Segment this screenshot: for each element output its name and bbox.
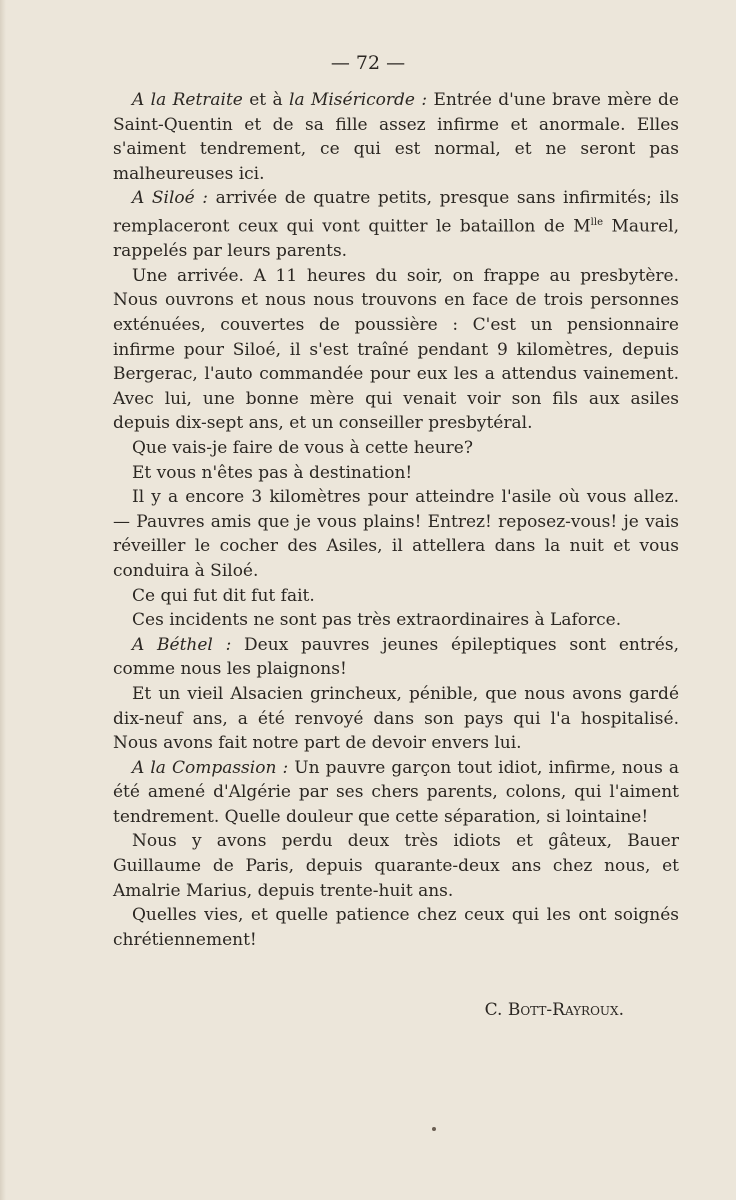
paragraph-incidents: Ces incidents ne sont pas très extraordinaires à Laforce. — [132, 610, 622, 631]
paragraph-text: Entrée d'une brave mère de Saint-Quentin et de sa fille assez infirme et anormale. Elles s'aiment tendrement, ce qui est normal, et ne seront pas malheureuses ici. — [113, 90, 679, 184]
superscript: lle — [590, 216, 603, 228]
signature: C. Bott-Rayroux. — [484, 1000, 624, 1020]
paragraph-destination: Et vous n'êtes pas à destination! — [132, 462, 413, 483]
paragraph-quelles-vies: Quelles vies, et quelle patience chez ceux qui les ont soignés chrétiennement! — [113, 905, 679, 950]
paragraph-text: Deux pauvres jeunes épileptiques sont entrés, comme nous les plaignons! — [113, 634, 679, 680]
paragraph-bethel — [113, 633, 679, 682]
ink-speck — [432, 1127, 436, 1131]
place-name: la Miséricorde : — [289, 90, 428, 110]
paragraph-fait: Ce qui fut dit fut fait. — [132, 585, 315, 606]
place-name: A la Retraite — [132, 90, 243, 110]
paragraph-alsacien: Et un vieil Alsacien grincheux, pénible, que nous avons gardé dix-neuf ans, a été renvoyé dans son pays qui l'a hospitalisé. Nous avons fait notre part de devoir envers lui. — [113, 683, 679, 754]
place-name: A Siloé : — [132, 188, 209, 209]
paragraph-question: Que vais-je faire de vous à cette heure? — [132, 437, 473, 458]
paragraph-retraite — [113, 88, 679, 186]
place-name: A la Compassion : — [132, 757, 289, 778]
paragraph-arrivee: Une arrivée. A 11 heures du soir, on frappe au presbytère. Nous ouvrons et nous nous trouvons en face de trois personnes exténuées, couvertes de poussière : C'est un pensionnaire infirme pour Siloé, il s'est traîné pendant 9 kilomètres, depuis Bergerac, l'auto commandée pour eux les a attendus vainement. Avec lui, une bonne mère qui venait voir son fils aux asiles depuis dix-sept ans, et un conseiller presbytéral. — [113, 265, 679, 434]
page-edge-shadow — [0, 0, 6, 1200]
paragraph-kilometres: Il y a encore 3 kilomètres pour atteindre l'asile où vous allez. — Pauvres amis que je vous plains! Entrez! reposez-vous! je vais réveiller le cocher des Asiles, il attellera dans la nuit et vous conduira à Siloé. — [113, 487, 679, 581]
paragraph-compassion — [113, 756, 679, 830]
paragraph-perdu: Nous y avons perdu deux très idiots et gâteux, Bauer Guillaume de Paris, depuis quarante-deux ans chez nous, et Amalrie Marius, depuis trente-huit ans. — [113, 831, 679, 901]
paragraph-text: arrivée de quatre petits, presque sans infirmités; ils remplaceront ceux qui vont quitter le bataillon de M — [113, 188, 679, 237]
page-number: — 72 — — [330, 52, 406, 74]
article-body — [113, 88, 679, 952]
place-name: A Béthel : — [132, 634, 232, 655]
paragraph-text: Maurel, rappelés par leurs parents. — [113, 216, 679, 262]
paragraph-text: Un pauvre garçon tout idiot, infirme, nous a été amené d'Algérie par ses chers parents, colons, qui l'aiment tendrement. Quelle douleur que cette séparation, si lointaine! — [113, 757, 679, 827]
paragraph-text: et à — [242, 90, 290, 110]
paragraph-siloe — [113, 186, 679, 263]
